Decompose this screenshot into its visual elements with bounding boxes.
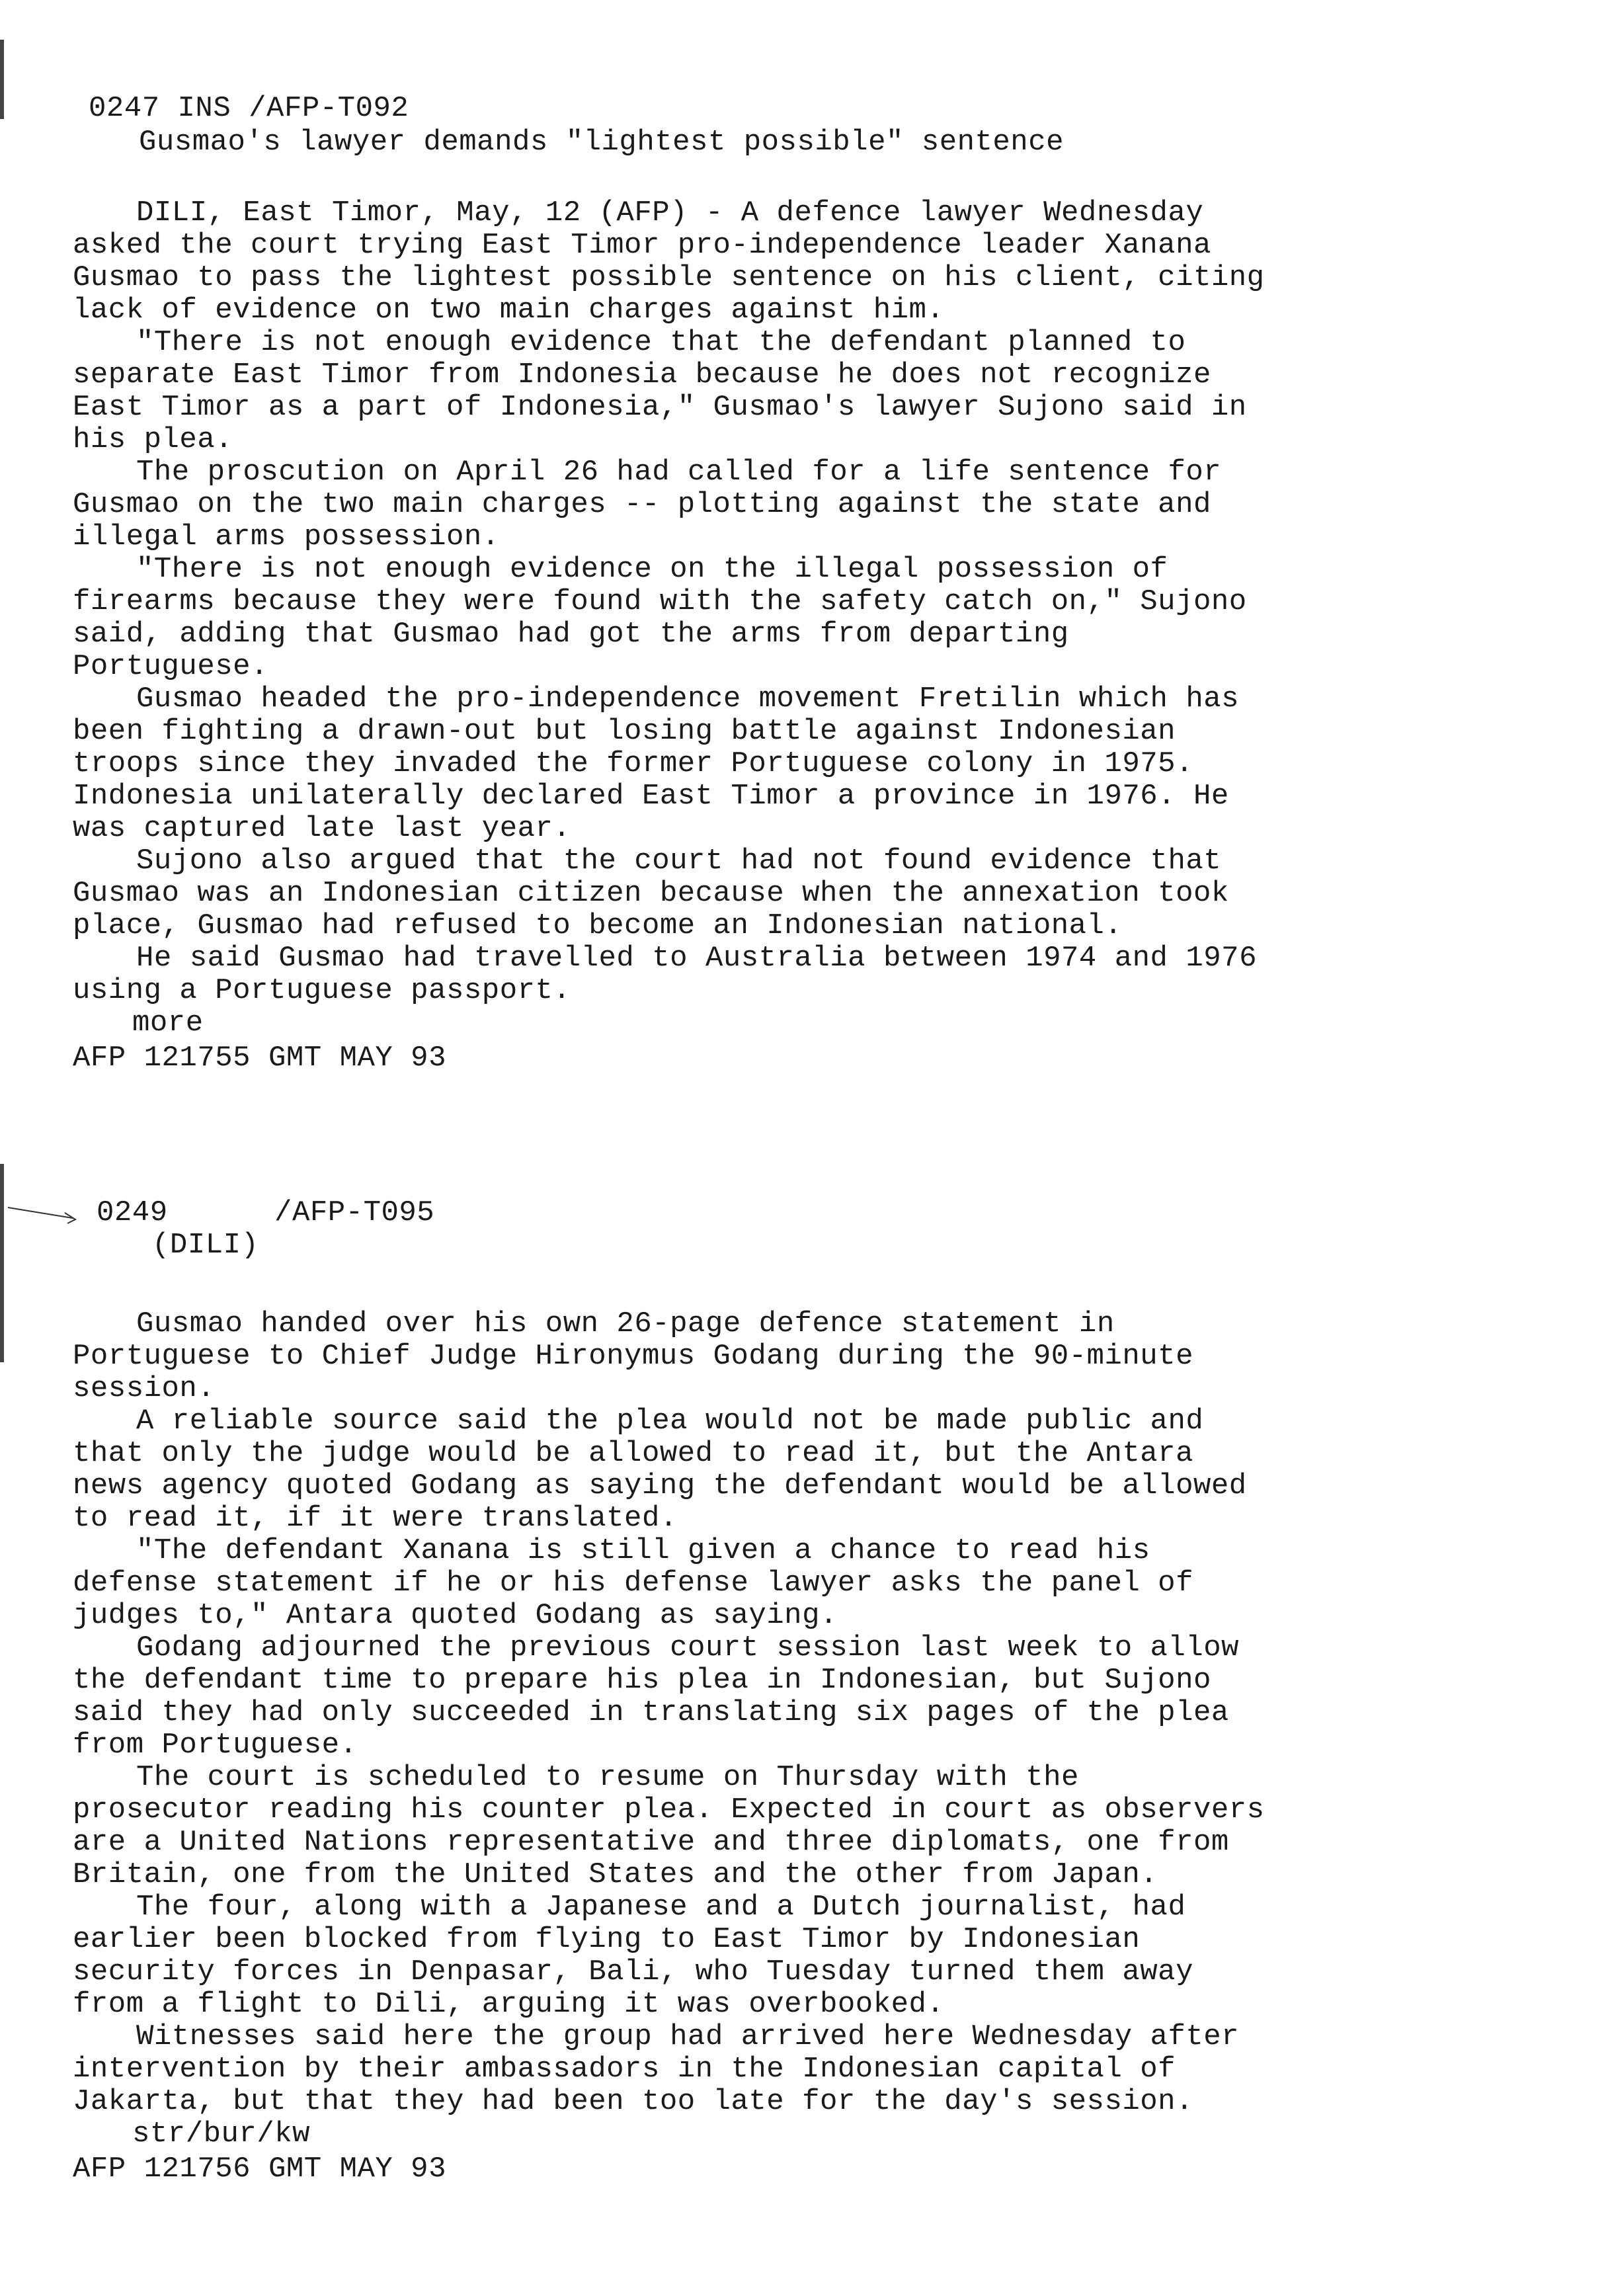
text-line: Indonesia unilaterally declared East Timor a province in 1976. He [73,780,1229,813]
text-line: security forces in Denpasar, Bali, who Tuesday turned them away [73,1955,1193,1988]
text-line: was captured late last year. [73,812,571,845]
text-line: Portuguese to Chief Judge Hironymus Godang during the 90-minute [73,1340,1193,1373]
dispatch-headline: Gusmao's lawyer demands "lightest possible" sentence [139,126,1065,159]
scan-edge-mark-middle [0,1164,4,1362]
paragraph-7 [73,2021,1329,2118]
text-line: Britain, one from the United States and the other from Japan. [73,1858,1158,1891]
dispatch-slug: 0249 /AFP-T095 [97,1196,435,1229]
text-line: been fighting a drawn-out but losing battle against Indonesian [73,715,1176,748]
text-line: "There is not enough evidence on the illegal possession of [136,553,1168,586]
text-line: A reliable source said the plea would not be made public and [136,1405,1204,1438]
text-line: said, adding that Gusmao had got the arms from departing [73,618,1069,651]
text-line: news agency quoted Godang as saying the defendant would be allowed [73,1469,1247,1502]
text-line: East Timor as a part of Indonesia," Gusmao's lawyer Sujono said in [73,391,1247,424]
text-line: using a Portuguese passport. [73,974,571,1007]
text-line: that only the judge would be allowed to read it, but the Antara [73,1437,1193,1470]
text-line: the defendant time to prepare his plea in Indonesian, but Sujono [73,1664,1211,1697]
scan-edge-mark-top [0,40,4,119]
paragraph-3 [73,456,1329,554]
text-line: intervention by their ambassadors in the Indonesian capital of [73,2053,1176,2086]
text-line: Gusmao was an Indonesian citizen because when the annexation took [73,877,1229,910]
text-line: He said Gusmao had travelled to Australia between 1974 and 1976 [136,942,1257,975]
text-line: The proscution on April 26 had called for a life sentence for [136,456,1222,489]
text-line: Gusmao to pass the lightest possible sentence on his client, citing [73,261,1265,294]
text-line: earlier been blocked from flying to East Timor by Indonesian [73,1923,1141,1956]
text-line: session. [73,1372,216,1405]
text-line: illegal arms possession. [73,520,500,554]
paragraph-6 [73,1891,1329,2021]
text-line: separate East Timor from Indonesia because he does not recognize [73,358,1211,391]
text-line: The four, along with a Japanese and a Dutch journalist, had [136,1891,1186,1924]
text-line: The court is scheduled to resume on Thursday with the [136,1761,1079,1794]
more-marker: more [132,1006,204,1040]
paragraph-1 [73,197,1329,327]
text-line: lack of evidence on two main charges against him. [73,294,945,327]
text-line: are a United Nations representative and three diplomats, one from [73,1826,1229,1859]
paragraph-7 [73,942,1329,1007]
text-line: Portuguese. [73,650,268,683]
text-line: "The defendant Xanana is still given a chance to read his [136,1534,1150,1567]
text-line: troops since they invaded the former Portuguese colony in 1975. [73,747,1193,780]
signoff: str/bur/kw [132,2117,311,2151]
text-line: DILI, East Timor, May, 12 (AFP) - A defence lawyer Wednesday [136,196,1204,229]
text-line: place, Gusmao had refused to become an Indonesian national. [73,909,1123,942]
dispatch-slug: 0247 INS /AFP-T092 [89,92,409,125]
text-line: Gusmao on the two main charges -- plotting against the state and [73,488,1211,521]
text-line: Gusmao headed the pro-independence movement Fretilin which has [136,682,1240,716]
paragraph-2 [73,327,1329,456]
paragraph-5 [73,683,1329,845]
dispatch-footer: AFP 121755 GMT MAY 93 [73,1042,446,1075]
text-line: from a flight to Dili, arguing it was overbooked. [73,1988,945,2021]
text-line: Gusmao handed over his own 26-page defence statement in [136,1307,1115,1340]
paragraph-6 [73,845,1329,942]
text-line: his plea. [73,423,233,456]
dispatch-footer: AFP 121756 GMT MAY 93 [73,2152,446,2186]
paragraph-4 [73,1632,1329,1762]
dispatch-location: (DILI) [152,1229,259,1262]
text-line: firearms because they were found with the safety catch on," Sujono [73,585,1247,618]
paragraph-2 [73,1405,1329,1535]
paragraph-5 [73,1762,1329,1891]
text-line: defense statement if he or his defense lawyer asks the panel of [73,1567,1193,1600]
text-line: said they had only succeeded in translating six pages of the plea [73,1696,1229,1729]
paragraph-4 [73,554,1329,683]
text-line: "There is not enough evidence that the defendant planned to [136,326,1186,359]
text-line: asked the court trying East Timor pro-independence leader Xanana [73,229,1211,262]
text-line: to read it, if it were translated. [73,1502,678,1535]
paragraph-1 [73,1308,1329,1405]
text-line: Godang adjourned the previous court session last week to allow [136,1631,1240,1664]
dispatch-0247 [73,93,1329,1075]
text-line: Sujono also argued that the court had not found evidence that [136,844,1222,878]
text-line: judges to," Antara quoted Godang as saying. [73,1599,838,1632]
dispatch-0249 [73,1197,1329,2186]
paragraph-3 [73,1535,1329,1632]
text-line: prosecutor reading his counter plea. Expected in court as observers [73,1793,1265,1826]
text-line: Jakarta, but that they had been too late for the day's session. [73,2085,1193,2118]
text-line: Witnesses said here the group had arrived here Wednesday after [136,2020,1240,2053]
text-line: from Portuguese. [73,1729,358,1762]
